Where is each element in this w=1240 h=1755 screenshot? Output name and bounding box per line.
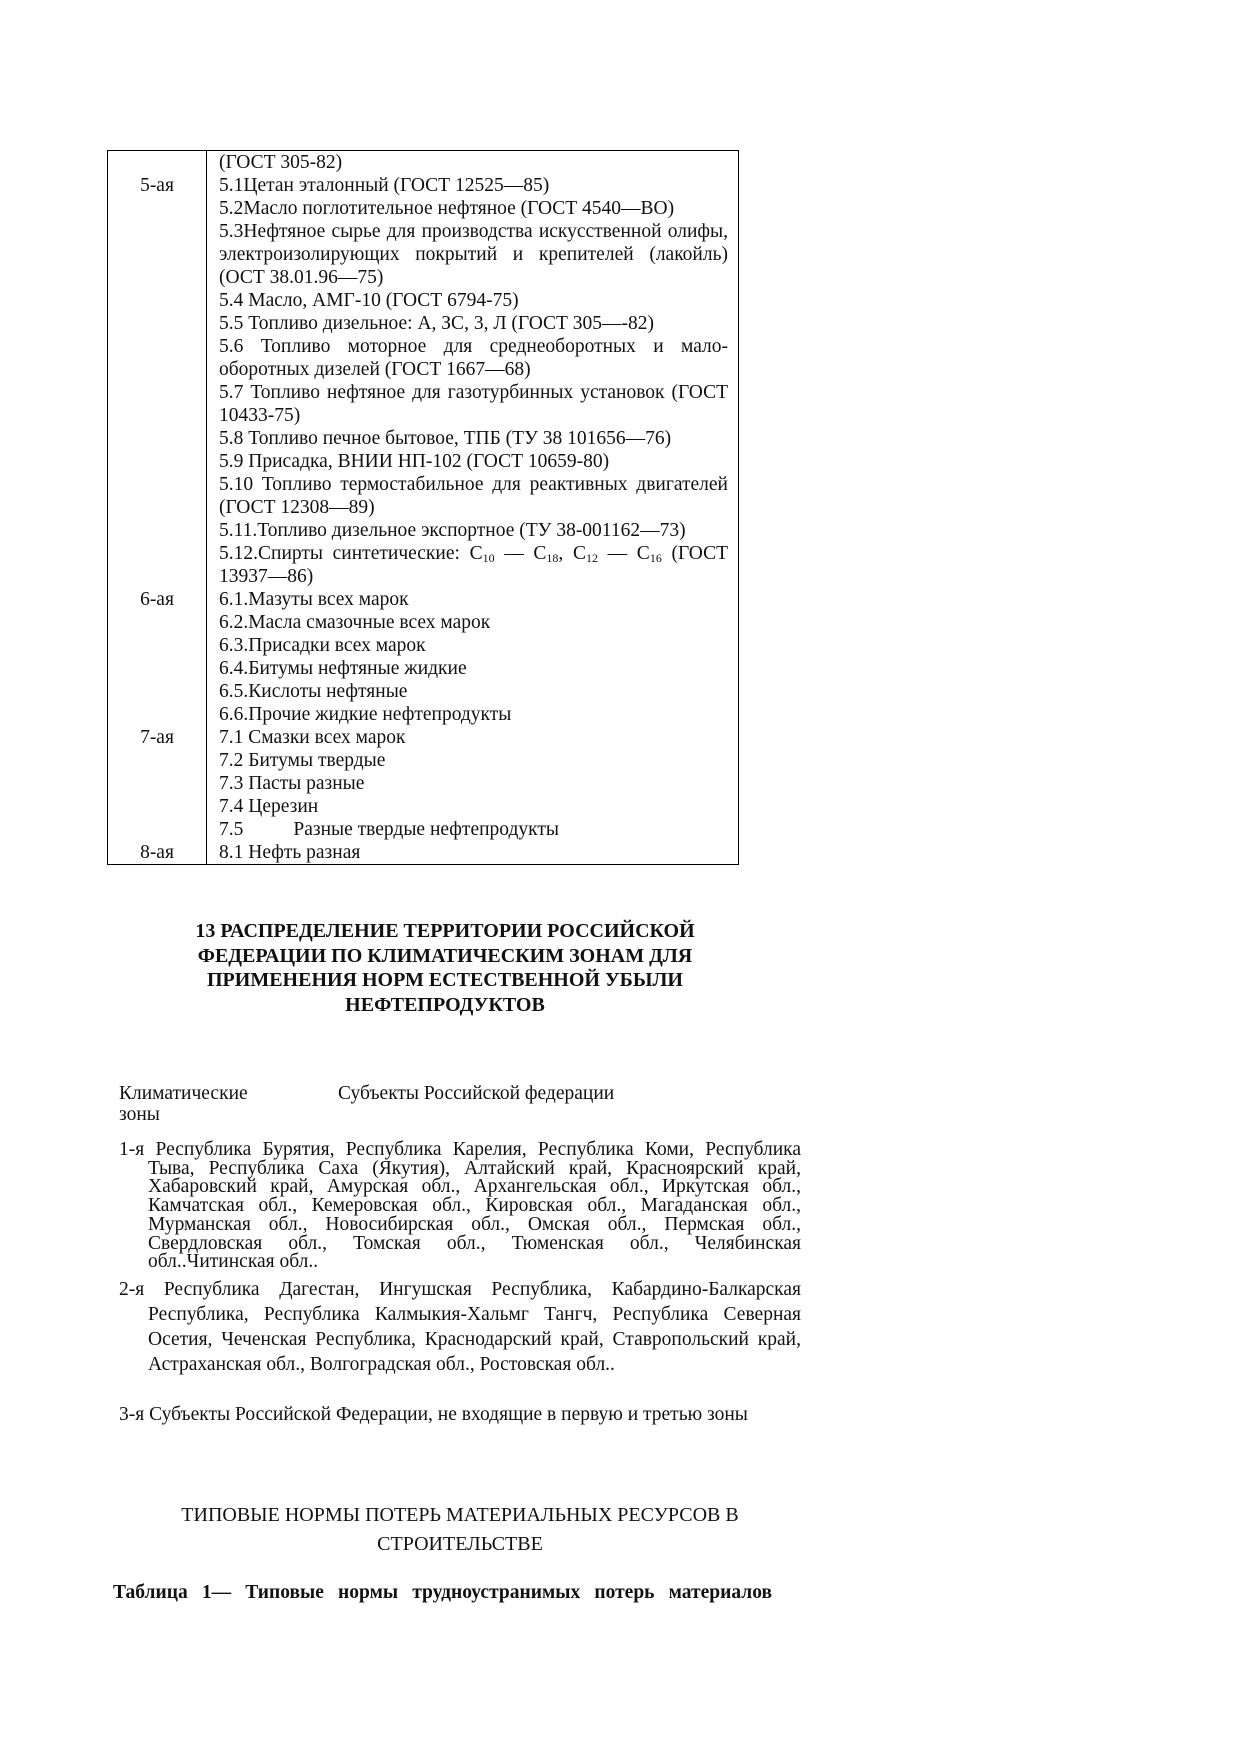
item-text: Разные твердые нефтепродукты	[293, 819, 559, 840]
item-number: 7.5	[219, 819, 244, 840]
zone-2-entry: 2-я Республика Дагестан, Ингушская Республика, Кабардино-Балкарская Республика, Республика Калмыкия-Хальмг Тангч, Республика Северная Осетия, Чеченская Республика, Краснодарский край, Ставропольский край, Астраханская обл., Волгоградская обл., Ростовская обл..	[119, 1279, 801, 1375]
table-row	[108, 841, 739, 865]
subscript: 16	[649, 551, 662, 565]
list-item: 7.1 Смазки всех марок	[219, 727, 406, 748]
list-item: 6.3.Присадки всех марок	[219, 635, 426, 656]
table-row	[108, 726, 739, 841]
group-cell: 5-ая	[108, 174, 207, 588]
list-item-7-5	[219, 818, 728, 841]
list-item: 5.10 Топливо термостабильное для реактивных двигателей (ГОСТ 12308—89)	[219, 474, 728, 518]
list-item: (ГОСТ 305-82)	[219, 152, 343, 173]
list-item: 5.3Нефтяное сырье для производства искусственной олифы, электроизолирующих покрытий и крепителей (лакойль) (ОСТ 38.01.96—75)	[219, 221, 728, 288]
norms-title: ТИПОВЫЕ НОРМЫ ПОТЕРЬ МАТЕРИАЛЬНЫХ РЕСУРСОВ В СТРОИТЕЛЬСТВЕ	[181, 1504, 739, 1555]
list-item: 5.9 Присадка, ВНИИ НП-102 (ГОСТ 10659-80)	[219, 451, 610, 472]
table-row	[108, 174, 739, 588]
subscript: 12	[585, 551, 598, 565]
list-item: 5.7 Топливо нефтяное для газотурбинных установок (ГОСТ 10433-75)	[219, 382, 728, 426]
list-item: 5.1Цетан эталонный (ГОСТ 12525—85)	[219, 175, 550, 196]
list-item: 5.6 Топливо моторное для среднеоборотных и мало-оборотных дизелей (ГОСТ 1667—68)	[219, 336, 728, 380]
items-cell	[207, 588, 739, 726]
product-groups-table-body	[108, 151, 739, 865]
table-row	[108, 588, 739, 726]
section-heading: 13 РАСПРЕДЕЛЕНИЕ ТЕРРИТОРИИ РОССИЙСКОЙ ФЕДЕРАЦИИ ПО КЛИМАТИЧЕСКИМ ЗОНАМ ДЛЯ ПРИМЕНЕНИЯ НОРМ ЕСТЕСТВЕННОЙ УБЫЛИ НЕФТЕПРОДУКТОВ	[195, 920, 695, 1016]
items-cell	[207, 174, 739, 588]
list-item: 5.8 Топливо печное бытовое, ТПБ (ТУ 38 101656—76)	[219, 428, 672, 449]
table-row	[108, 151, 739, 175]
list-item: 5.2Масло поглотительное нефтяное (ГОСТ 4540—ВО)	[219, 198, 675, 219]
list-item: 7.4 Церезин	[219, 796, 319, 817]
zone-1-entry: 1-я Республика Бурятия, Республика Карелия, Республика Коми, Республика Тыва, Республика Саха (Якутия), Алтайский край, Красноярский край, Хабаровский край, Амурская обл., Архангельская обл., Иркутская обл., Камчатская обл., Кемеровская обл., Кировская обл., Магаданская обл., Мурманская обл., Новосибирская обл., Омская обл., Пермская обл., Свердловская обл., Томская обл., Тюменская обл., Челябинская обл..Читинская обл..	[119, 1139, 801, 1273]
list-item: 6.4.Битумы нефтяные жидкие	[219, 658, 467, 679]
list-item: 5.11.Топливо дизельное экспортное (ТУ 38-001162—73)	[219, 520, 686, 541]
group-cell: 8-ая	[108, 841, 207, 865]
table-1-title: Таблица 1— Типовые нормы трудноустранимых потерь материалов	[113, 1582, 772, 1603]
items-cell	[207, 726, 739, 841]
subscript: 10	[482, 551, 495, 565]
group-cell: 6-ая	[108, 588, 207, 726]
text-fragment: (ГОСТ 13937—86)	[219, 543, 728, 587]
text-fragment: 5.12.Спирты синтетические: С	[219, 543, 483, 564]
product-groups-table	[107, 150, 739, 865]
list-item: 5.5 Топливо дизельное: А, ЗС, 3, Л (ГОСТ 305—-82)	[219, 313, 655, 334]
items-cell	[207, 841, 739, 865]
list-item-5-12	[219, 542, 728, 588]
list-item: 6.6.Прочие жидкие нефтепродукты	[219, 704, 512, 725]
zones-header-right: Субъекты Российской федерации	[338, 1083, 615, 1104]
subscript: 18	[546, 551, 559, 565]
list-item: 8.1 Нефть разная	[219, 842, 361, 863]
text-fragment: — С	[494, 543, 547, 564]
list-item: 7.2 Битумы твердые	[219, 750, 386, 771]
text-fragment: , С	[558, 543, 586, 564]
list-item: 6.5.Кислоты нефтяные	[219, 681, 408, 702]
list-item: 7.3 Пасты разные	[219, 773, 365, 794]
zones-header-left: Климатические зоны	[119, 1083, 248, 1125]
list-item: 5.4 Масло, АМГ-10 (ГОСТ 6794-75)	[219, 290, 519, 311]
group-cell: 7-ая	[108, 726, 207, 841]
list-item: 6.2.Масла смазочные всех марок	[219, 612, 491, 633]
zone-3-entry: 3-я Субъекты Российской Федерации, не входящие в первую и третью зоны	[119, 1404, 748, 1425]
text-fragment: — С	[597, 543, 650, 564]
items-cell	[207, 151, 739, 175]
list-item: 6.1.Мазуты всех марок	[219, 589, 409, 610]
group-cell	[108, 151, 207, 175]
